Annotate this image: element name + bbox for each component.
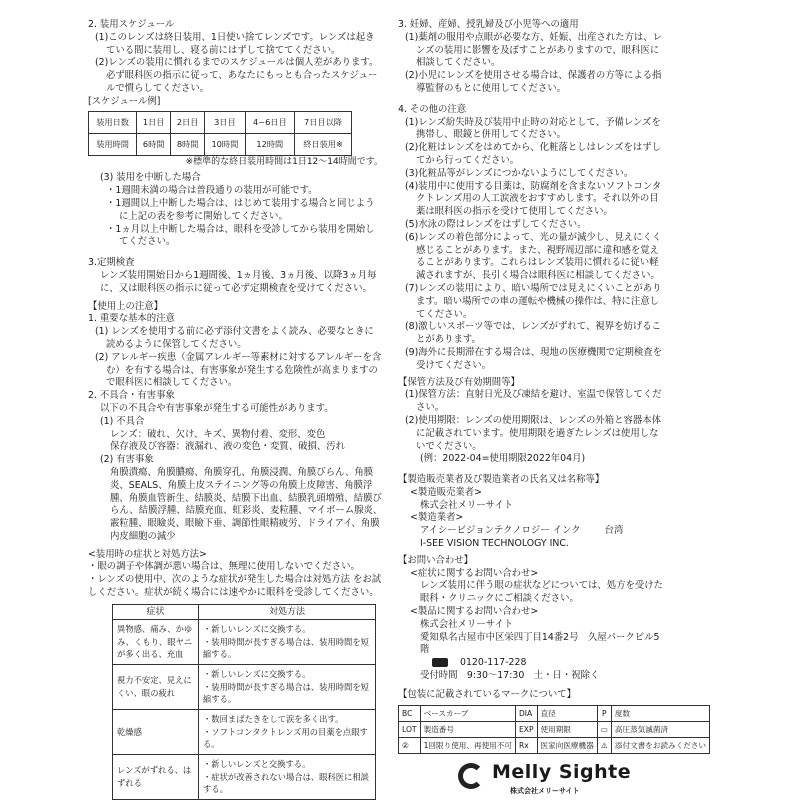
bullet: ・レンズの使用中、次のような症状が発生した場合は対処方法 をお試しください。症状が続く場合には速やかに眼科を受診してください。 — [88, 574, 382, 599]
paragraph: (1)このレンズは終日装用、1日使い捨てレンズです。レンズは起きている間に装用し、寝る前にはずして捨ててください。 — [95, 31, 375, 56]
paragraph: (7)レンズの装用により、暗い場所では見えにくいことがあります。暗い場所での車の運転や機械の操作は、特に注意してください。 — [405, 282, 662, 320]
table-row — [113, 664, 376, 709]
mark-meaning: ベースカーブ — [420, 705, 515, 721]
bullet: ・1週間未満の場合は普段通りの装用が可能です。 — [106, 185, 318, 197]
paragraph: (1)保管方法：直射日光及び凍結を避け、室温で保管してください。 — [405, 389, 662, 414]
symptom-cell: レンズがずれる、はずれる — [113, 754, 199, 799]
section-title: 3. 妊婦、産婦、授乳婦及び小児等への適用 — [398, 19, 579, 30]
schedule-label: [スケジュール例] — [88, 95, 161, 107]
rx-icon: Rx — [515, 737, 537, 753]
mark-meaning: 添付文書をお読みください — [611, 737, 709, 753]
paragraph: (5)水泳の際はレンズをはずしてください。 — [405, 218, 587, 230]
single-use-icon: ② — [399, 737, 421, 753]
subsection-title: 1. 重要な基本的注意 — [88, 313, 175, 325]
symptom-cell: 異物感、痛み、かゆみ、くもり、眼ヤニが多く出る、充血 — [113, 619, 199, 664]
mark-symbol: DIA — [515, 705, 537, 721]
action: ・新しいレンズに交換する。 — [203, 624, 311, 635]
mark-symbol: BC — [399, 705, 421, 721]
paragraph: (1)レンズ紛失時及び装用中止時の対応として、予備レンズを携帯し、眼鏡と併用してください。 — [405, 116, 661, 141]
table-row — [113, 754, 376, 799]
mark-meaning: 高圧蒸気滅菌済 — [611, 721, 709, 737]
mark-meaning: 使用期限 — [537, 721, 597, 737]
section-title: 3.定期検査 — [88, 257, 135, 269]
mark-meaning: 度数 — [611, 705, 709, 721]
table-row — [399, 705, 710, 721]
table-cell: 10時間 — [205, 133, 246, 155]
table-cell: 装用時間 — [89, 133, 137, 155]
mark-meaning: 直径 — [537, 705, 597, 721]
action: ・症状が改善されない場合は、眼科医に相談する。 — [203, 771, 369, 795]
paragraph: (4)装用中に使用する目薬は、防腐剤を含まないソフトコンタクトレンズ用の人工涙液をおすすめします。それ以外の目薬は眼科医の指示を受けて使用してください。 — [405, 180, 662, 218]
table-cell: 4~6日目 — [245, 111, 294, 133]
table-cell: 1日目 — [137, 111, 171, 133]
mark-symbol: P — [597, 705, 611, 721]
warning-icon: ⚠ — [597, 737, 611, 753]
table-cell: 3日目 — [205, 111, 246, 133]
logo-mark-icon — [458, 763, 484, 789]
company-name: 株式会社メリーサイト — [420, 618, 514, 630]
table-row — [399, 721, 710, 737]
schedule-table — [88, 111, 352, 156]
subsection-title: (1) 不具合 — [100, 415, 145, 427]
mark-symbol: LOT — [399, 721, 421, 737]
table-cell: 6時間 — [137, 133, 171, 155]
subsection-title: <装用時の症状と対処方法> — [88, 548, 207, 560]
logo-brand: Melly Sighte — [492, 760, 632, 783]
paragraph: (2)レンズの装用に慣れるまでのスケジュールは個人差があります。必ず眼科医の指示に従って、あなたにもっとも合ったスケジュールで慣らしてください。 — [95, 57, 379, 94]
subsection-title: (2) 有害事象 — [100, 454, 154, 466]
paragraph: (例：2022-04=使用期限2022年04月) — [420, 453, 586, 465]
section-title: 【製造販売業者及び製造業者の氏名又は名称等】 — [398, 474, 605, 486]
table-row — [89, 133, 352, 155]
paragraph: (6)レンズの着色部分によって、光の量が減少し、見えにくく感じることがあります。また、視野周辺部に違和感を覚えることがあります。これらはレンズ装用に慣れるに従い軽減されますが、長引く場合は眼科医に相談してください。 — [405, 231, 662, 282]
phone — [398, 657, 666, 670]
action: ・新しいレンズと交換する。 — [203, 759, 311, 770]
action-cell — [199, 709, 376, 754]
company-logo — [458, 760, 632, 800]
subsection-title: (3) 装用を中断した場合 — [100, 172, 201, 184]
action: ・装用時間が長すぎる場合は、装用時間を短縮する。 — [203, 681, 369, 705]
action: ・装用時間が長すぎる場合は、装用時間を短縮する。 — [203, 636, 369, 660]
schedule-note: ※標準的な終日装用時間は1日12～14時間です。 — [185, 156, 383, 167]
subsection-title: 2. 不具合・有害事象 — [88, 390, 175, 402]
table-header: 対処方法 — [199, 604, 376, 619]
section-title: 【お問い合わせ】 — [398, 554, 474, 566]
manufacturer-en: I-SEE VISION TECHNOLOGY INC. — [420, 538, 569, 550]
paragraph: 保存液及び容器：液漏れ、液の変色・変質、破損、汚れ — [110, 441, 345, 453]
manufacturer-country: 台湾 — [604, 525, 624, 537]
mark-meaning: 1回限り使用、再使用不可 — [420, 737, 515, 753]
paragraph: (9)海外に長期滞在する場合は、現地の医療機関で定期検査を受けてください。 — [405, 346, 663, 371]
label: <製造販売業者> — [410, 486, 482, 498]
paragraph: レンズ：破れ、欠け、キズ、異物付着、変形、変色 — [110, 428, 326, 440]
company-name: 株式会社メリーサイト — [420, 499, 514, 511]
action: ・数回まばたきをして涙を多く出す。 — [203, 714, 344, 725]
symptom-cell: 乾燥感 — [113, 709, 199, 754]
paragraph: (2) アレルギー疾患（金属アレルギー等素材に対するアレルギーを含む）を有する場合は、有害事象が発生する危険性が高まりますので眼科医に相談してください。 — [95, 351, 382, 389]
mark-symbol: EXP — [515, 721, 537, 737]
section-title: 【包装に記載されているマークについて】 — [398, 688, 576, 700]
paragraph: (1)薬剤の服用や点眼が必要な方、妊娠、出産された方は、レンズの装用に影響を及ぼすことがありますので、眼科医に相談してください。 — [405, 31, 663, 69]
table-header: 症状 — [113, 604, 199, 619]
paragraph: (1) レンズを使用する前に必ず添付文書をよく読み、必要なときに読めるように保管してください。 — [95, 326, 374, 350]
table-row — [89, 111, 352, 133]
action: ・新しいレンズに交換する。 — [203, 669, 311, 680]
paragraph: (2)小児にレンズを使用させる場合は、保護者の方等による指導監督のもとに使用してください。 — [405, 70, 662, 94]
paragraph: (3)化粧品等がレンズにつかないようにしてください。 — [405, 167, 634, 179]
table-header-row — [113, 604, 376, 619]
left-column — [88, 19, 383, 800]
bullet: ・眼の調子や体調が悪い場合は、無理に使用しないでください。 — [88, 561, 360, 573]
label: <症状に関するお問い合わせ> — [410, 567, 539, 579]
symptom-table — [112, 604, 376, 800]
symptom-cell: 視力不安定、見えにくい、眼の疲れ — [113, 664, 199, 709]
sterilized-icon: ▭ — [597, 721, 611, 737]
paragraph: 以下の不具合や有害事象が発生する可能性があります。 — [100, 402, 334, 414]
table-cell: 装用日数 — [89, 111, 137, 133]
action-cell — [199, 619, 376, 664]
paragraph: 角膜潰瘍、角膜膿瘍、角膜穿孔、角膜浸潤、角膜びらん、角膜炎、SEALS、角膜上皮ステイニング等の角膜上皮障害、角膜浮腫、角膜血管新生、結膜炎、結膜下出血、結膜乳頭増殖、結膜びらん、結膜浮腫、結膜充血、虹彩炎、麦粒腫、マイボーム腺炎、霰粒腫、眼瞼炎、眼瞼下垂、調節性眼精疲労、ドライアイ、角膜内皮細胞の減少 — [110, 466, 383, 542]
hours: 受付時間 9:30～17:30 土・日・祝除く — [420, 670, 600, 682]
paragraph: レンズ装用に伴う眼の症状などについては、処方を受けた眼科・クリニックにご相談ください。 — [420, 580, 664, 605]
table-cell: 7日目以降 — [295, 111, 352, 133]
section-title: 2. 装用スケジュール — [88, 19, 175, 30]
address: 愛知県名古屋市中区栄四丁目14番2号 久屋パークビル5階 — [420, 631, 660, 656]
bullet: ・1ヵ月以上中断した場合は、眼科を受診してから装用を開始してください。 — [106, 223, 375, 248]
paragraph: (2)化粧はレンズをはめてから、化粧落としはレンズをはずしてから行ってください。 — [405, 142, 661, 166]
phone-number: 0120-117-228 — [460, 657, 527, 669]
table-row — [113, 709, 376, 754]
paragraph: レンズ装用開始日から1週間後、1ヵ月後、3ヵ月後、以降3ヵ月毎に、又は眼科医の指示に従って必ず定期検査を受けてください。 — [100, 269, 377, 294]
marks-table — [398, 705, 710, 754]
manufacturer-jp: アイシービジョンテクノロジー インク — [420, 525, 581, 537]
section-title: 【保管方法及び有効期間等】 — [398, 376, 520, 388]
label: <製品に関するお問い合わせ> — [410, 606, 539, 618]
paragraph: (8)激しいスポーツ等では、レンズがずれて、視界を妨げることがあります。 — [405, 321, 661, 346]
table-cell: 12時間 — [245, 133, 294, 155]
action-cell — [199, 754, 376, 799]
right-column — [398, 19, 707, 800]
action-cell — [199, 664, 376, 709]
table-cell: 8時間 — [171, 133, 205, 155]
logo-company: 株式会社メリーサイト — [510, 786, 580, 795]
table-cell: 2日目 — [171, 111, 205, 133]
paragraph: (2)使用期限：レンズの使用期限は、レンズの外箱と容器本体に記載されています。使用期限を過ぎたレンズは使用しないでください。 — [405, 414, 661, 452]
section-title: 【使用上の注意】 — [88, 300, 164, 312]
bullet: ・1週間以上中断した場合は、はじめて装用する場合と同じように上記の表を参考に開始してください。 — [106, 197, 375, 222]
action: ・ソフトコンタクトレンズ用の目薬を点眼する。 — [203, 726, 368, 750]
table-cell: 終日装用※ — [295, 133, 352, 155]
mark-meaning: 医家向医療機器 — [537, 737, 597, 753]
section-title: 4. その他の注意 — [398, 103, 467, 115]
mark-meaning: 製造番号 — [420, 721, 515, 737]
manufacturer — [398, 525, 666, 538]
free-dial-icon — [432, 658, 448, 667]
table-row — [113, 619, 376, 664]
label: <製造業者> — [410, 512, 464, 524]
table-row — [399, 737, 710, 753]
